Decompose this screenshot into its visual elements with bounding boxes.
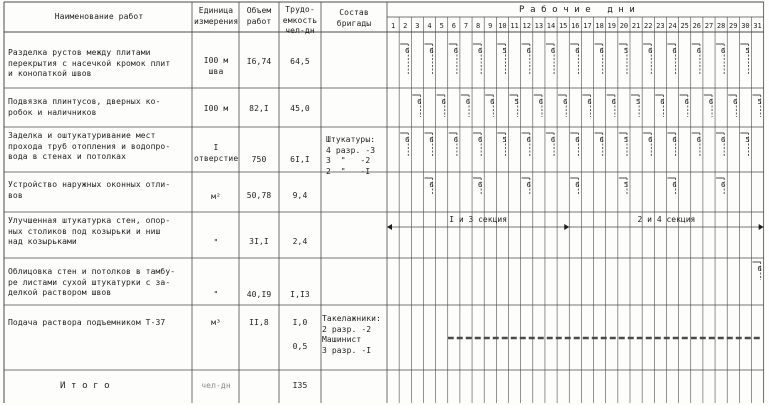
gantt-bar-label: 6	[550, 136, 556, 144]
section-1-label: I и 3 секция	[449, 215, 508, 224]
day-number: 8	[476, 22, 481, 30]
row-4-unit: м²	[211, 192, 221, 201]
gantt-bar-label: 5	[635, 98, 641, 106]
gantt-bar-label: 6	[575, 47, 580, 55]
section-2-label: 2 и 4 секция	[637, 215, 696, 224]
gantt-bar-label: 6	[721, 136, 726, 144]
row-6-unit: "	[213, 290, 219, 299]
day-number: 18	[595, 22, 604, 30]
gantt-bar-label: 6	[526, 47, 531, 55]
row-3-labor: 6I,I	[290, 155, 310, 164]
gantt-bar-label: 6	[721, 47, 726, 55]
gantt-bar-label: 6	[708, 98, 714, 106]
gantt-bar-label: 6	[757, 265, 762, 273]
row-5-unit: "	[213, 238, 219, 247]
row-2-name: Подвязка плинтусов, дверных ко- робок и наличников	[8, 97, 161, 117]
gantt-bar-label: 5	[514, 98, 519, 106]
row-7-labor-2: 0,5	[292, 342, 308, 351]
gantt-bar-label: 6	[696, 136, 701, 144]
row-7-labor: I,0	[292, 318, 308, 327]
header-labor: Трудо- емкость чел-дн	[282, 5, 318, 35]
gantt-bar-label: 6	[721, 181, 726, 189]
row-5-name: Улучшенная штукатурка стен, опор- ных столиков под козырьки и ниш над козырьками	[8, 216, 171, 246]
gantt-bar-label: 6	[587, 98, 592, 106]
crew-plasterers: Штукатуры: 4 разр. -3 3 " -2 2 " -I	[326, 135, 376, 176]
day-number: 28	[716, 22, 726, 30]
gantt-bar-label: 5	[757, 98, 762, 106]
day-number: 4	[427, 22, 432, 30]
gantt-bar-label: 6	[490, 98, 495, 106]
gantt-bar-label: 6	[478, 47, 483, 55]
day-number: 26	[692, 22, 702, 30]
header-crew: Состав бригады	[336, 8, 372, 28]
day-number: 13	[534, 22, 544, 30]
gantt-bar-label: 5	[502, 136, 507, 144]
gantt-bar-label: 6	[599, 47, 604, 55]
day-number: 5	[439, 22, 444, 30]
gantt-bar-label: 6	[733, 98, 738, 106]
gantt-bar-label: 6	[429, 136, 434, 144]
gantt-bar-label: 6	[441, 98, 446, 106]
gantt-bar-label: 6	[550, 47, 556, 55]
row-2-volume: 82,I	[249, 104, 269, 113]
gantt-bar-label: 6	[672, 47, 677, 55]
day-number: 12	[522, 22, 531, 30]
row-3-unit: I отверстие	[194, 143, 239, 163]
gantt-bar-label: 6	[453, 136, 458, 144]
day-number: 7	[463, 22, 469, 30]
day-number: 30	[741, 22, 750, 30]
total-labor: I35	[292, 381, 308, 390]
gantt-bar-label: 6	[417, 98, 422, 106]
day-number: 29	[729, 22, 738, 30]
gantt-bar-label: 6	[575, 181, 580, 189]
day-number: 22	[644, 22, 653, 30]
header-work-name: Наименование работ	[54, 12, 144, 21]
row-4-volume: 50,78	[246, 191, 272, 200]
day-number: 10	[498, 22, 507, 30]
day-number: 1	[390, 22, 396, 30]
day-number: 27	[704, 22, 714, 30]
gantt-bar-label: 6	[405, 136, 410, 144]
gantt-bar-label: 6	[563, 98, 568, 106]
row-6-volume: 40,I9	[246, 290, 272, 299]
gantt-bar-label: 6	[684, 98, 689, 106]
row-1-name: Разделка рустов между плитами перекрытия с насечкой кромок плит и конопаткой швов	[8, 48, 171, 78]
gantt-bar-label: 6	[648, 136, 653, 144]
row-4-labor: 9,4	[292, 191, 308, 200]
day-number: 23	[656, 22, 665, 30]
row-1-volume: I6,74	[246, 57, 272, 66]
crew-riggers: Такелажники: 2 разр. -2 Машинист 3 разр. -I	[322, 314, 381, 355]
day-number: 24	[668, 22, 677, 30]
day-number: 3	[415, 22, 420, 30]
day-number: 16	[571, 22, 580, 30]
row-7-volume: II,8	[249, 318, 269, 327]
row-6-labor: I,I3	[290, 290, 310, 299]
gantt-bar-label: 6	[405, 47, 410, 55]
row-5-labor: 2,4	[292, 237, 308, 246]
gantt-bar-label: 6	[672, 136, 677, 144]
arrowhead-right	[759, 224, 764, 230]
gantt-bar-label: 6	[599, 136, 604, 144]
day-number: 25	[680, 22, 689, 30]
day-number: 6	[451, 22, 456, 30]
row-1-labor: 64,5	[290, 57, 310, 66]
day-number: 15	[558, 22, 568, 30]
gantt-bar-label: 6	[660, 98, 665, 106]
day-number: 14	[546, 22, 556, 30]
row-1-unit: I00 м шва	[203, 56, 229, 76]
day-number: 9	[488, 22, 493, 30]
day-number: 31	[753, 22, 762, 30]
row-4-name: Устройство наружных оконных отли- вов	[8, 180, 171, 200]
day-number: 21	[631, 22, 641, 30]
gantt-bar-label: 6	[648, 47, 653, 55]
row-3-volume: 750	[251, 155, 267, 164]
gantt-bar-label: 6	[453, 47, 458, 55]
header-volume: Объем работ	[246, 6, 272, 26]
header-unit: Единица измерения	[194, 6, 239, 26]
header-days: Р а б о ч и е д н и	[519, 5, 635, 15]
arrowhead-mid	[564, 224, 569, 230]
day-number: 2	[403, 22, 408, 30]
gantt-bar-label: 6	[478, 181, 483, 189]
gantt-bar-label: 6	[478, 136, 483, 144]
gantt-bar-label: 6	[611, 98, 616, 106]
row-2-unit: I00 м	[203, 104, 229, 113]
day-number: 17	[583, 22, 592, 30]
row-5-volume: 3I,I	[249, 237, 269, 246]
gantt-bar-label: 6	[526, 136, 531, 144]
gantt-bar-label: 6	[696, 47, 701, 55]
gantt-bar-label: 5	[623, 181, 629, 189]
gantt-bar-label: 5	[745, 47, 750, 55]
day-number: 20	[619, 22, 629, 30]
gantt-bar-label: 6	[526, 181, 531, 189]
gantt-bar-label: 6	[465, 98, 471, 106]
gantt-bar-label: 5	[745, 136, 750, 144]
gantt-bar-label: 6	[538, 98, 543, 106]
day-number: 11	[510, 22, 519, 30]
day-number: 19	[607, 22, 616, 30]
row-3-name: Заделка и оштукатуривание мест прохода труб отопления и водопро- вода в стенах и потолках	[8, 131, 171, 161]
gantt-bar-label: 6	[672, 181, 677, 189]
row-7-name: Подача раствора подъемником Т-37	[8, 318, 166, 327]
gantt-bar-label: 5	[623, 136, 629, 144]
total-unit: чел-дн	[201, 381, 231, 390]
arrowhead-left	[387, 224, 392, 230]
gantt-bar-label: 5	[623, 47, 629, 55]
row-6-name: Облицовка стен и потолков в тамбу- ре листами сухой штукатурки с за- делкой раствором швов	[8, 267, 176, 297]
row-7-unit: м³	[211, 318, 221, 327]
total-label: И т о г о	[60, 381, 110, 391]
gantt-bar-label: 6	[575, 136, 580, 144]
gantt-bar-label: 6	[429, 181, 434, 189]
gantt-bar-label: 6	[429, 47, 434, 55]
row-2-labor: 45,0	[290, 104, 310, 113]
gantt-bar-label: 5	[502, 47, 507, 55]
